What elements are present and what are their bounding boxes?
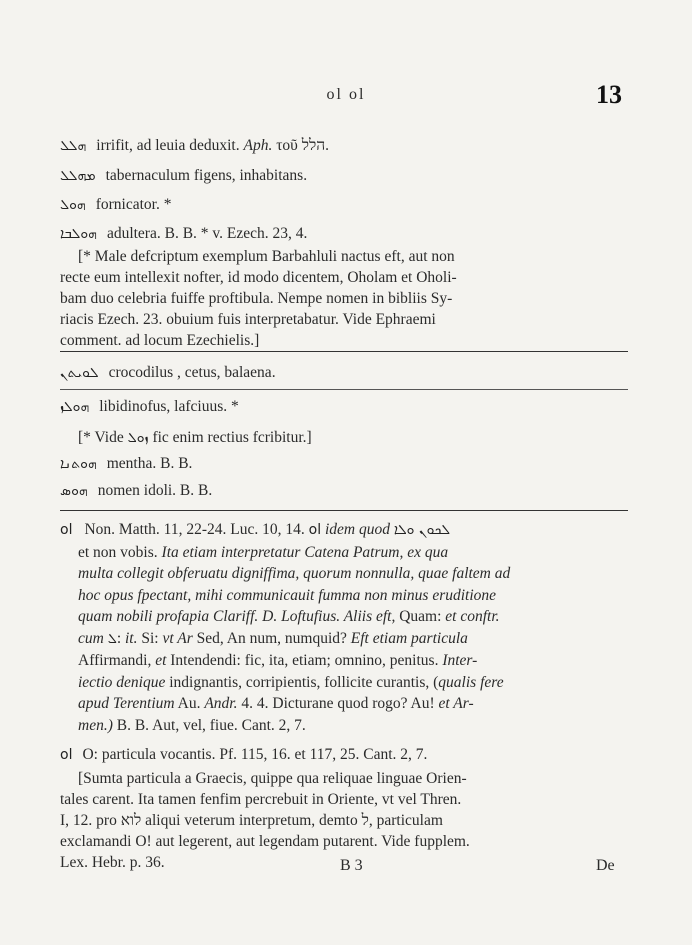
editor-note: [* Vide ܙܘܠ fic enim rectius fcribitur.]	[78, 429, 312, 446]
main-line	[60, 715, 632, 737]
main-line-text: apud Terentium Au. Andr. 4. 4. Dicturane quod rogo? Au! et Ar-	[78, 695, 474, 712]
main-entry	[60, 519, 632, 736]
entry: ܡܗܠܠ tabernaculum figens, inhabitans.	[60, 165, 632, 187]
main-line	[60, 563, 632, 585]
main-line: ol Non. Matth. 11, 22-24. Luc. 10, 14. ol idem quod ܠܟܘܢ ܘܠܐ	[60, 521, 451, 538]
main-line-text: et non vobis. Ita etiam interpretatur Catena Patrum, ex qua	[78, 543, 449, 561]
editor-note: [Sumta particula a Graecis, quippe qua reliquae linguae Orien- tales carent. Ita tamen fenfim percrebuit in Oriente, vt vel Thren. I, 12. pro לוא aliqui veterum interpretum, demto ל, particulam exclamandi O! aut legerent, aut legendam putarent. Vide fupplem. Lex. Hebr. p. 36.	[60, 770, 470, 871]
syriac-headword: ܗܘܣ	[60, 483, 88, 499]
entry: ܗܘܠܙ libidinofus, lafciuus. *	[60, 396, 632, 418]
page-number: 13	[596, 80, 622, 109]
syriac-headword: ܗܠܠ	[60, 138, 87, 154]
syriac-headword: ܗܘܠ	[60, 197, 86, 213]
main-line-text: multa collegit obferuatu digniffima, quorum nonnulla, quae faltem ad	[78, 565, 511, 582]
main-line-text: hoc opus fpectant, mihi communicauit fumma non minus eruditione	[78, 586, 497, 604]
running-head: ol ol	[326, 86, 366, 103]
syriac-headword: ܗܘܠܒܐ	[60, 226, 97, 242]
syriac-headword: ܡܗܠܠ	[60, 168, 96, 184]
divider	[60, 351, 628, 352]
main-line	[60, 672, 632, 694]
entry: ܠܘܝܬܢ crocodilus , cetus, balaena.	[60, 362, 632, 384]
signature-mark: B 3	[340, 857, 363, 874]
main-line-text: Non. Matth. 11, 22-24. Luc. 10, 14. ol idem quod ܠܟܘܢ ܘܠܐ	[84, 521, 451, 538]
main-line-text: Affirmandi, et Intendendi: fic, ita, etiam; omnino, penitus. Inter-	[78, 652, 478, 669]
main-line-text: iectio denique indignantis, corripientis, follicite curantis, (qualis fere	[78, 673, 504, 691]
main-line-text: men.) B. B. Aut, vel, fiue. Cant. 2, 7.	[78, 716, 306, 734]
entry: ܗܘܣ nomen idoli. B. B.	[60, 480, 632, 502]
main-line	[60, 628, 632, 651]
entry: ܗܠܠ irrifit, ad leuia deduxit. Aph. τοῦ הלל.	[60, 135, 632, 157]
catchword: De	[596, 857, 615, 874]
syriac-headword: ol	[60, 747, 73, 763]
syriac-headword: ܠܘܝܬܢ	[60, 365, 99, 381]
entry: ܗܘܠܒܐ adultera. B. B. * v. Ezech. 23, 4.	[60, 223, 632, 245]
main-line	[60, 650, 632, 672]
syriac-headword: ܗܘܬܢܐ	[60, 456, 97, 472]
main-line	[60, 606, 632, 628]
syriac-headword: ܗܘܠܙ	[60, 399, 90, 415]
main-line	[60, 693, 632, 715]
entry: ܗܘܠ fornicator. *	[60, 194, 632, 216]
divider	[60, 389, 628, 390]
main-line-text: cum ܠ: it. Si: vt Ar Sed, An num, numquid? Eft etiam particula	[78, 629, 468, 647]
entry: ol O: particula vocantis. Pf. 115, 16. et 117, 25. Cant. 2, 7.	[60, 744, 632, 766]
entry: ܗܘܬܢܐ mentha. B. B.	[60, 453, 632, 475]
main-line	[60, 542, 632, 564]
main-line-text: quam nobili profapia Clariff. D. Loftufius. Aliis eft, Quam: et conftr.	[78, 608, 500, 625]
main-line	[60, 585, 632, 607]
divider	[60, 510, 628, 511]
editor-note: [* Male defcriptum exemplum Barbahluli nactus eft, aut non recte eum intellexit nofter, id modo dicentem, Oholam et Oholi- bam duo celebria fuiffe proftibula. Nempe nomen in bibliis Sy- riacis Ezech. 23. obuium fuis interpretabatur. Vide Ephraemi comment. ad locum Ezechielis.]	[60, 248, 457, 349]
